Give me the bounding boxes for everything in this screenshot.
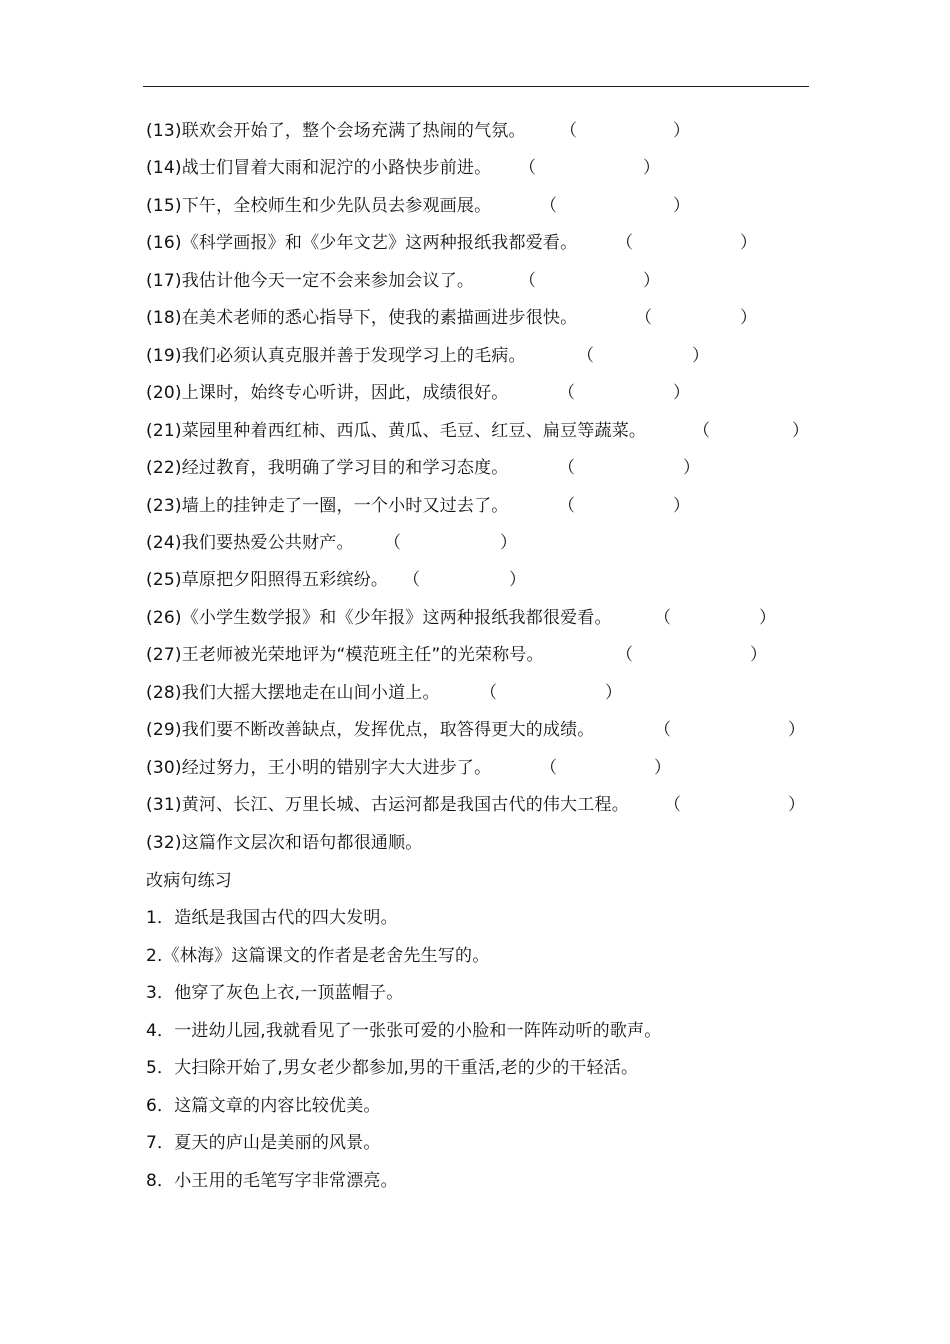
answer-blank-close: ） <box>740 233 757 254</box>
answer-blank-close: ） <box>792 420 809 441</box>
practice-item: 8．小王用的毛笔写字非常漂亮。 <box>146 1170 398 1191</box>
answer-blank-open: （ <box>540 195 557 216</box>
answer-blank-open: （ <box>403 570 420 591</box>
answer-blank-close: ） <box>673 121 690 141</box>
practice-item: 3．他穿了灰色上衣,一顶蓝帽子。 <box>146 983 404 1003</box>
answer-blank-close: ） <box>509 570 526 591</box>
exercise-sentence: (26)《小学生数学报》和《少年报》这两种报纸我都很爱看。 <box>146 607 612 628</box>
answer-blank-open: （ <box>635 308 652 329</box>
answer-blank-close: ） <box>750 645 767 666</box>
practice-item: 2.《林海》这篇课文的作者是老舍先生写的。 <box>146 945 490 966</box>
answer-blank-open: （ <box>654 607 671 628</box>
answer-blank-close: ） <box>788 795 805 816</box>
answer-blank-close: ） <box>673 195 690 216</box>
answer-blank-open: （ <box>654 720 671 741</box>
answer-blank-open: （ <box>540 757 557 778</box>
exercise-sentence: (18)在美术老师的悉心指导下，使我的素描画进步很快。 <box>146 308 578 329</box>
header-rule <box>143 86 809 87</box>
answer-blank-close: ） <box>673 495 690 516</box>
practice-item: 6．这篇文章的内容比较优美。 <box>146 1095 381 1116</box>
answer-blank-close: ） <box>673 383 690 404</box>
exercise-sentence: (17)我估计他今天一定不会来参加会议了。 <box>146 270 475 291</box>
answer-blank-open: （ <box>384 532 401 553</box>
answer-blank-open: （ <box>616 645 633 666</box>
answer-blank-open: （ <box>693 420 710 441</box>
exercise-sentence: (29)我们要不断改善缺点，发挥优点，取答得更大的成绩。 <box>146 720 595 741</box>
exercise-sentence: (19)我们必须认真克服并善于发现学习上的毛病。 <box>146 345 526 366</box>
answer-blank-open: （ <box>558 495 575 516</box>
exercise-sentence: (14)战士们冒着大雨和泥泞的小路快步前进。 <box>146 158 492 179</box>
exercise-sentence: (15)下午，全校师生和少先队员去参观画展。 <box>146 195 492 216</box>
answer-blank-close: ） <box>683 458 700 479</box>
answer-blank-open: （ <box>560 121 577 141</box>
practice-item: 5．大扫除开始了,男女老少都参加,男的干重活,老的少的干轻活。 <box>146 1058 639 1078</box>
answer-blank-close: ） <box>788 720 805 741</box>
exercise-sentence: (22)经过教育，我明确了学习目的和学习态度。 <box>146 458 509 479</box>
exercise-sentence: (23)墙上的挂钟走了一圈，一个小时又过去了。 <box>146 495 509 516</box>
exercise-sentence: (25)草原把夕阳照得五彩缤纷。 <box>146 570 389 591</box>
answer-blank-close: ） <box>759 607 776 628</box>
answer-blank-open: （ <box>577 345 594 366</box>
exercise-sentence: (16)《科学画报》和《少年文艺》这两种报纸我都爱看。 <box>146 233 578 254</box>
exercise-sentence: (28)我们大摇大摆地走在山间小道上。 <box>146 682 440 703</box>
practice-item: 1．造纸是我国古代的四大发明。 <box>146 908 398 928</box>
answer-blank-open: （ <box>519 270 536 291</box>
answer-blank-open: （ <box>558 458 575 479</box>
exercise-sentence: (30)经过努力，王小明的错别字大大进步了。 <box>146 757 492 778</box>
answer-blank-open: （ <box>558 383 575 404</box>
answer-blank-close: ） <box>500 532 517 553</box>
exercise-sentence: (20)上课时，始终专心听讲，因此，成绩很好。 <box>146 383 509 404</box>
practice-item: 4．一进幼儿园,我就看见了一张张可爱的小脸和一阵阵动听的歌声。 <box>146 1020 662 1041</box>
answer-blank-open: （ <box>480 682 497 703</box>
answer-blank-open: （ <box>664 795 681 816</box>
exercise-sentence: (32)这篇作文层次和语句都很通顺。 <box>146 832 423 853</box>
exercise-sentence: (24)我们要热爱公共财产。 <box>146 532 354 553</box>
section-title: 改病句练习 <box>146 871 232 891</box>
answer-blank-close: ） <box>692 345 709 366</box>
answer-blank-close: ） <box>605 682 622 703</box>
answer-blank-open: （ <box>519 158 536 179</box>
exercise-sentence: (27)王老师被光荣地评为“模范班主任”的光荣称号。 <box>146 645 544 666</box>
exercise-sentence: (13)联欢会开始了，整个会场充满了热闹的气氛。 <box>146 121 526 141</box>
answer-blank-close: ） <box>740 308 757 329</box>
answer-blank-open: （ <box>616 233 633 254</box>
answer-blank-close: ） <box>643 158 660 179</box>
exercise-sentence: (31)黄河、长江、万里长城、古运河都是我国古代的伟大工程。 <box>146 795 629 816</box>
answer-blank-close: ） <box>654 757 671 778</box>
practice-item: 7．夏天的庐山是美丽的风景。 <box>146 1133 381 1153</box>
exercise-sentence: (21)菜园里种着西红柿、西瓜、黄瓜、毛豆、红豆、扁豆等蔬菜。 <box>146 420 647 441</box>
answer-blank-close: ） <box>643 270 660 291</box>
